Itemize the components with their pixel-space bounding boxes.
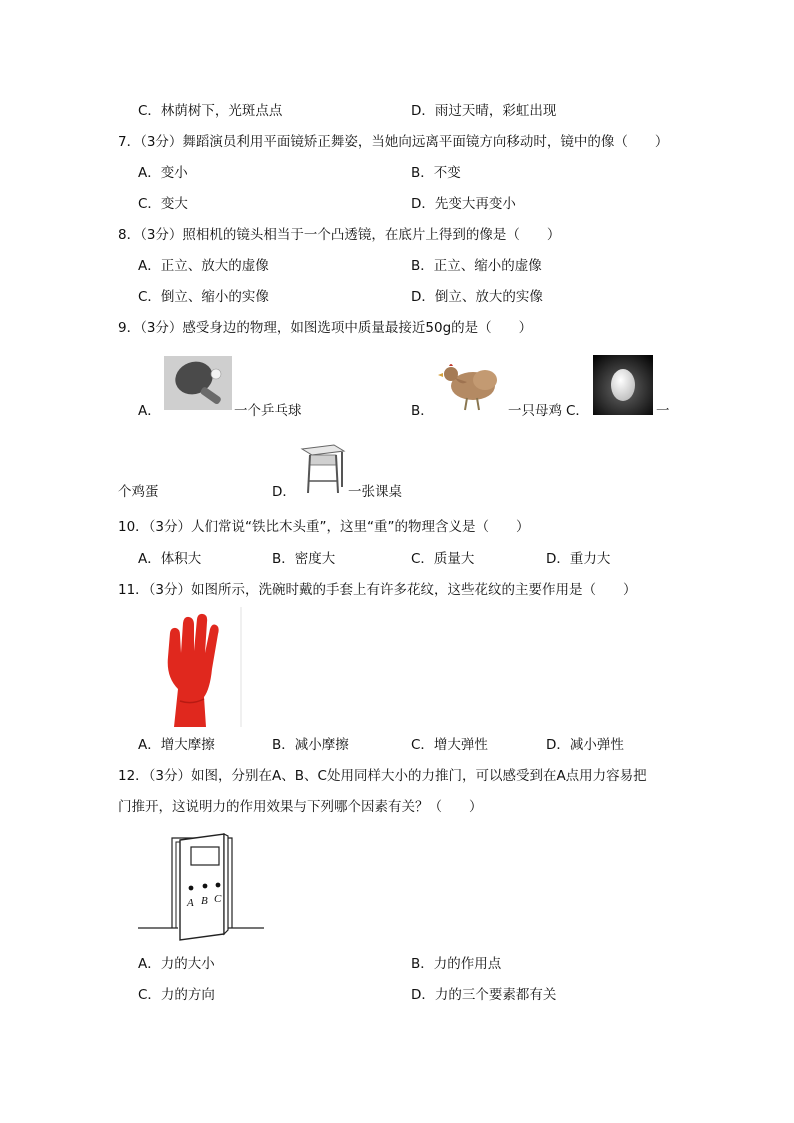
q12-option-b: B．力的作用点 bbox=[411, 956, 502, 972]
q12-stem-line-2: 门推开，这说明力的作用效果与下列哪个因素有关？（ ） bbox=[118, 799, 483, 815]
q9-option-c-text-2: 个鸡蛋 bbox=[118, 484, 159, 500]
door-point-c bbox=[216, 883, 221, 888]
q9-option-d-letter: D． bbox=[272, 484, 296, 500]
rubber-glove-image bbox=[148, 607, 244, 729]
door-point-b bbox=[203, 884, 208, 889]
q10-option-b: B．密度大 bbox=[272, 551, 336, 567]
q8-stem: 8．（3分）照相机的镜头相当于一个凸透镜，在底片上得到的像是（ ） bbox=[118, 227, 561, 243]
q9-option-a-letter: A． bbox=[138, 403, 161, 419]
q10-stem: 10．（3分）人们常说“铁比木头重”，这里“重”的物理含义是（ ） bbox=[118, 519, 530, 535]
q8-option-a: A．正立、放大的虚像 bbox=[138, 258, 269, 274]
door-window bbox=[191, 847, 219, 865]
q6-option-d: D．雨过天晴，彩虹出现 bbox=[411, 103, 557, 119]
q12-option-d: D．力的三个要素都有关 bbox=[411, 987, 557, 1003]
q8-option-d: D．倒立、放大的实像 bbox=[411, 289, 543, 305]
q7-stem: 7．（3分）舞蹈演员利用平面镜矫正舞姿，当她向远离平面镜方向移动时，镜中的像（ ） bbox=[118, 134, 669, 150]
q11-option-a: A．增大摩擦 bbox=[138, 737, 215, 753]
q8-option-b: B．正立、缩小的虚像 bbox=[411, 258, 542, 274]
q12-option-a: A．力的大小 bbox=[138, 956, 215, 972]
q6-option-c: C．林荫树下，光斑点点 bbox=[138, 103, 283, 119]
q11-option-c: C．增大弹性 bbox=[411, 737, 488, 753]
egg-image bbox=[593, 355, 653, 415]
door-point-a bbox=[189, 886, 194, 891]
q7-option-c: C．变大 bbox=[138, 196, 188, 212]
q12-option-c: C．力的方向 bbox=[138, 987, 215, 1003]
q9-option-d-text: 一张课桌 bbox=[348, 484, 402, 500]
q9-option-b-text: 一只母鸡 bbox=[508, 403, 562, 419]
q9-option-c-text-1: 一 bbox=[656, 403, 670, 419]
q11-option-b: B．减小摩擦 bbox=[272, 737, 349, 753]
q9-stem: 9．（3分）感受身边的物理，如图选项中质量最接近50g的是（ ） bbox=[118, 320, 533, 336]
door-label-b: B bbox=[201, 895, 208, 907]
q10-option-c: C．质量大 bbox=[411, 551, 475, 567]
door-label-c: C bbox=[214, 893, 222, 905]
q12-stem-line-1: 12．（3分）如图，分别在A、B、C处用同样大小的力推门，可以感受到在A点用力容易把 bbox=[118, 768, 647, 784]
school-desk-image bbox=[298, 441, 346, 496]
q9-option-b-letter: B． bbox=[411, 403, 434, 419]
q9-option-c-letter: C． bbox=[566, 403, 589, 419]
q7-option-a: A．变小 bbox=[138, 165, 188, 181]
door-label-a: A bbox=[187, 897, 194, 909]
door-diagram bbox=[138, 830, 266, 942]
q9-option-a-text: 一个乒乓球 bbox=[234, 403, 302, 419]
q7-option-d: D．先变大再变小 bbox=[411, 196, 516, 212]
q10-option-d: D．重力大 bbox=[546, 551, 611, 567]
q10-option-a: A．体积大 bbox=[138, 551, 202, 567]
q7-option-b: B．不变 bbox=[411, 165, 461, 181]
q11-stem: 11．（3分）如图所示，洗碗时戴的手套上有许多花纹，这些花纹的主要作用是（ ） bbox=[118, 582, 637, 598]
q8-option-c: C．倒立、缩小的实像 bbox=[138, 289, 269, 305]
hen-image bbox=[437, 360, 503, 412]
ping-pong-paddle-image bbox=[164, 356, 232, 410]
q11-option-d: D．减小弹性 bbox=[546, 737, 624, 753]
